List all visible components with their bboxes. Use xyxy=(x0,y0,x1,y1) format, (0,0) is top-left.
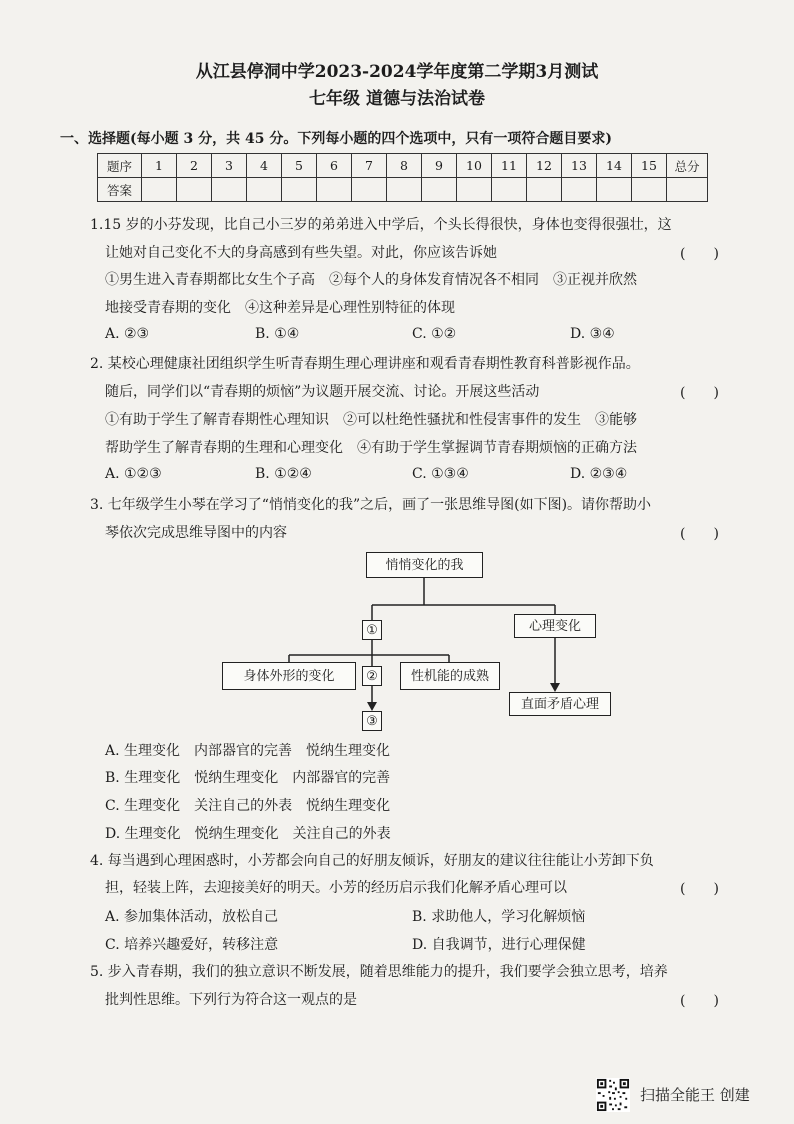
mindmap-psych-change: 心理变化 xyxy=(514,614,596,638)
mindmap-blank-3[interactable]: ③ xyxy=(362,711,382,731)
question-number-cell: 1 xyxy=(142,154,177,178)
question-number-cell: 7 xyxy=(352,154,387,178)
mindmap-face-contradiction: 直面矛盾心理 xyxy=(509,692,611,716)
question-5-line-2: 批判性思维。下列行为符合这一观点的是 xyxy=(105,992,357,1008)
question-2-option-a[interactable]: A. ①②③ xyxy=(105,466,162,482)
question-1-answer-paren[interactable]: ( ) xyxy=(680,246,719,262)
question-3-option-a[interactable]: A. 生理变化 内部器官的完善 悦纳生理变化 xyxy=(105,743,391,759)
question-3-option-c[interactable]: C. 生理变化 关注自己的外表 悦纳生理变化 xyxy=(105,798,391,814)
mindmap-blank-1[interactable]: ① xyxy=(362,620,382,640)
question-4-answer-paren[interactable]: ( ) xyxy=(680,881,719,897)
question-1-option-c[interactable]: C. ①② xyxy=(412,326,457,342)
question-4-option-c[interactable]: C. 培养兴趣爱好，转移注意 xyxy=(105,937,279,953)
question-number-cell: 8 xyxy=(387,154,422,178)
question-4-option-d[interactable]: D. 自我调节，进行心理保健 xyxy=(412,937,586,953)
answer-row-header: 答案 xyxy=(98,178,142,202)
exam-title: 从江县停洞中学2023-2024学年度第二学期3月测试 xyxy=(195,62,599,82)
question-2-answer-paren[interactable]: ( ) xyxy=(680,385,719,401)
question-2-option-c[interactable]: C. ①③④ xyxy=(412,466,469,482)
question-number-cell: 5 xyxy=(282,154,317,178)
question-4-line-1: 4. 每当遇到心理困惑时，小芳都会向自己的好朋友倾诉，好朋友的建议往往能让小芳卸下负 xyxy=(90,853,654,869)
table-header-cell: 题序 xyxy=(98,154,142,178)
question-3-line-1: 3. 七年级学生小琴在学习了“悄悄变化的我”之后，画了一张思维导图(如下图)。请你帮助小 xyxy=(90,497,652,513)
scanner-watermark: 扫描全能王 创建 xyxy=(640,1086,750,1104)
mindmap-root: 悄悄变化的我 xyxy=(366,552,483,578)
question-2-line-4: 帮助学生了解青春期的生理和心理变化 ④有助于学生掌握调节青春期烦恼的正确方法 xyxy=(105,440,637,456)
question-number-cell: 15 xyxy=(632,154,667,178)
question-2-line-1: 2. 某校心理健康社团组织学生听青春期生理心理讲座和观看青春期性教育科普影视作品。 xyxy=(90,356,640,372)
question-3-answer-paren[interactable]: ( ) xyxy=(680,526,719,542)
question-2-option-b[interactable]: B. ①②④ xyxy=(255,466,312,482)
question-1-option-d[interactable]: D. ③④ xyxy=(570,326,615,342)
question-3-option-d[interactable]: D. 生理变化 悦纳生理变化 关注自己的外表 xyxy=(105,826,391,842)
question-number-cell: 3 xyxy=(212,154,247,178)
question-number-cell: 11 xyxy=(492,154,527,178)
question-1-option-a[interactable]: A. ②③ xyxy=(105,326,150,342)
question-1-line-2: 让她对自己变化不大的身高感到有些失望。对此，你应该告诉她 xyxy=(105,245,497,261)
question-number-cell: 4 xyxy=(247,154,282,178)
question-1-line-1: 1.15 岁的小芬发现，比自己小三岁的弟弟进入中学后，个头长得很快，身体也变得很强壮，这 xyxy=(90,217,672,233)
question-5-line-1: 5. 步入青春期，我们的独立意识不断发展，随着思维能力的提升，我们要学会独立思考，培养 xyxy=(90,964,668,980)
question-1-option-b[interactable]: B. ①④ xyxy=(255,326,300,342)
question-number-cell: 13 xyxy=(562,154,597,178)
question-4-option-b[interactable]: B. 求助他人，学习化解烦恼 xyxy=(412,909,586,925)
question-2-option-d[interactable]: D. ②③④ xyxy=(570,466,628,482)
question-2-line-2: 随后，同学们以“青春期的烦恼”为议题开展交流、讨论。开展这些活动 xyxy=(105,384,540,400)
question-4-option-a[interactable]: A. 参加集体活动，放松自己 xyxy=(105,909,279,925)
question-3-option-b[interactable]: B. 生理变化 悦纳生理变化 内部器官的完善 xyxy=(105,770,391,786)
question-5-answer-paren[interactable]: ( ) xyxy=(680,993,719,1009)
question-1-line-4: 地接受青春期的变化 ④这种差异是心理性别特征的体现 xyxy=(105,300,455,316)
section-heading: 一、选择题(每小题 3 分，共 45 分。下列每小题的四个选项中，只有一项符合题目要求) xyxy=(60,131,612,147)
exam-subtitle: 七年级 道德与法治试卷 xyxy=(309,89,485,109)
question-4-line-2: 担，轻装上阵，去迎接美好的明天。小芳的经历启示我们化解矛盾心理可以 xyxy=(105,880,567,896)
question-3-line-2: 琴依次完成思维导图中的内容 xyxy=(105,525,287,541)
mindmap-sexual-maturity: 性机能的成熟 xyxy=(400,662,500,690)
question-number-cell: 2 xyxy=(177,154,212,178)
total-score-header: 总分 xyxy=(667,154,708,178)
question-number-cell: 6 xyxy=(317,154,352,178)
question-number-cell: 10 xyxy=(457,154,492,178)
question-number-cell: 9 xyxy=(422,154,457,178)
question-number-cell: 12 xyxy=(527,154,562,178)
question-1-line-3: ①男生进入青春期都比女生个子高 ②每个人的身体发育情况各不相同 ③正视并欣然 xyxy=(105,272,637,288)
mindmap-blank-2[interactable]: ② xyxy=(362,666,382,686)
question-number-cell: 14 xyxy=(597,154,632,178)
qr-code-icon xyxy=(596,1078,630,1112)
mindmap-body-shape-change: 身体外形的变化 xyxy=(222,662,356,690)
question-2-line-3: ①有助于学生了解青春期性心理知识 ②可以杜绝性骚扰和性侵害事件的发生 ③能够 xyxy=(105,412,637,428)
